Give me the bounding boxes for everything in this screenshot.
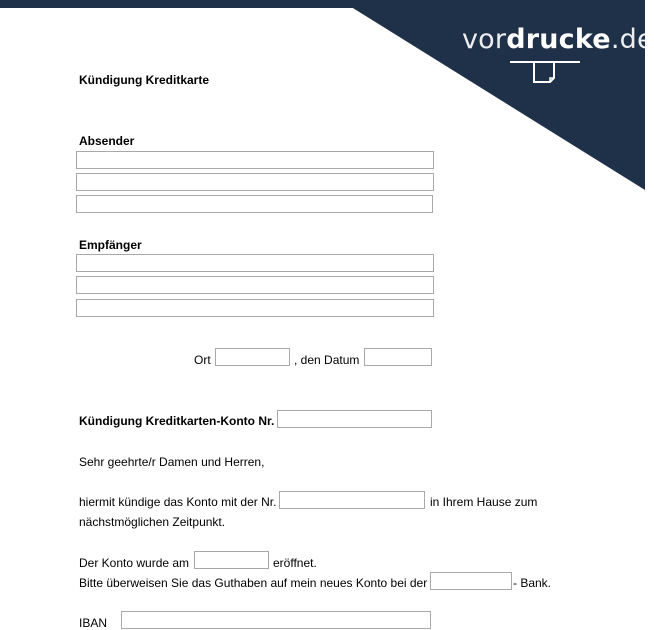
place-label: Ort — [194, 353, 211, 367]
recipient-line-1-input[interactable] — [76, 254, 434, 272]
body-text-3: nächstmöglichen Zeitpunkt. — [79, 515, 226, 529]
logo-text-light: vor — [462, 24, 507, 55]
body-text-1: hiermit kündige das Konto mit der Nr. — [79, 495, 277, 509]
logo-text-bold: drucke — [506, 24, 611, 55]
sender-line-2-input[interactable] — [76, 173, 434, 191]
opened-text-1: Der Konto wurde am — [79, 556, 190, 570]
bank-suffix-text: - Bank. — [513, 576, 552, 590]
recipient-line-3-input[interactable] — [76, 299, 434, 317]
vordrucke-logo[interactable] — [462, 24, 654, 55]
date-input[interactable] — [364, 348, 432, 366]
document-title: Kündigung Kreditkarte — [79, 73, 210, 87]
date-label: , den Datum — [294, 353, 360, 367]
opened-text-2: eröffnet. — [273, 556, 317, 570]
sender-line-1-input[interactable] — [76, 151, 434, 169]
recipient-line-2-input[interactable] — [76, 276, 434, 294]
logo-text-tld: .de — [610, 24, 654, 55]
account-number-input[interactable] — [277, 410, 432, 428]
opened-date-input[interactable] — [194, 551, 269, 569]
iban-label: IBAN — [79, 616, 108, 630]
document-stand-icon — [510, 60, 580, 86]
recipient-label: Empfänger — [79, 238, 142, 252]
transfer-text: Bitte überweisen Sie das Guthaben auf mein neues Konto bei der — [79, 576, 428, 590]
account-label: Kündigung Kreditkarten-Konto Nr. — [79, 414, 275, 428]
place-input[interactable] — [215, 348, 290, 366]
body-text-2: in Ihrem Hause zum — [430, 495, 538, 509]
salutation-text: Sehr geehrte/r Damen und Herren, — [79, 455, 265, 469]
sender-label: Absender — [79, 134, 135, 148]
body-account-number-input[interactable] — [279, 491, 425, 509]
bank-name-input[interactable] — [430, 572, 512, 590]
iban-input[interactable] — [121, 611, 431, 629]
sender-line-3-input[interactable] — [76, 195, 433, 213]
